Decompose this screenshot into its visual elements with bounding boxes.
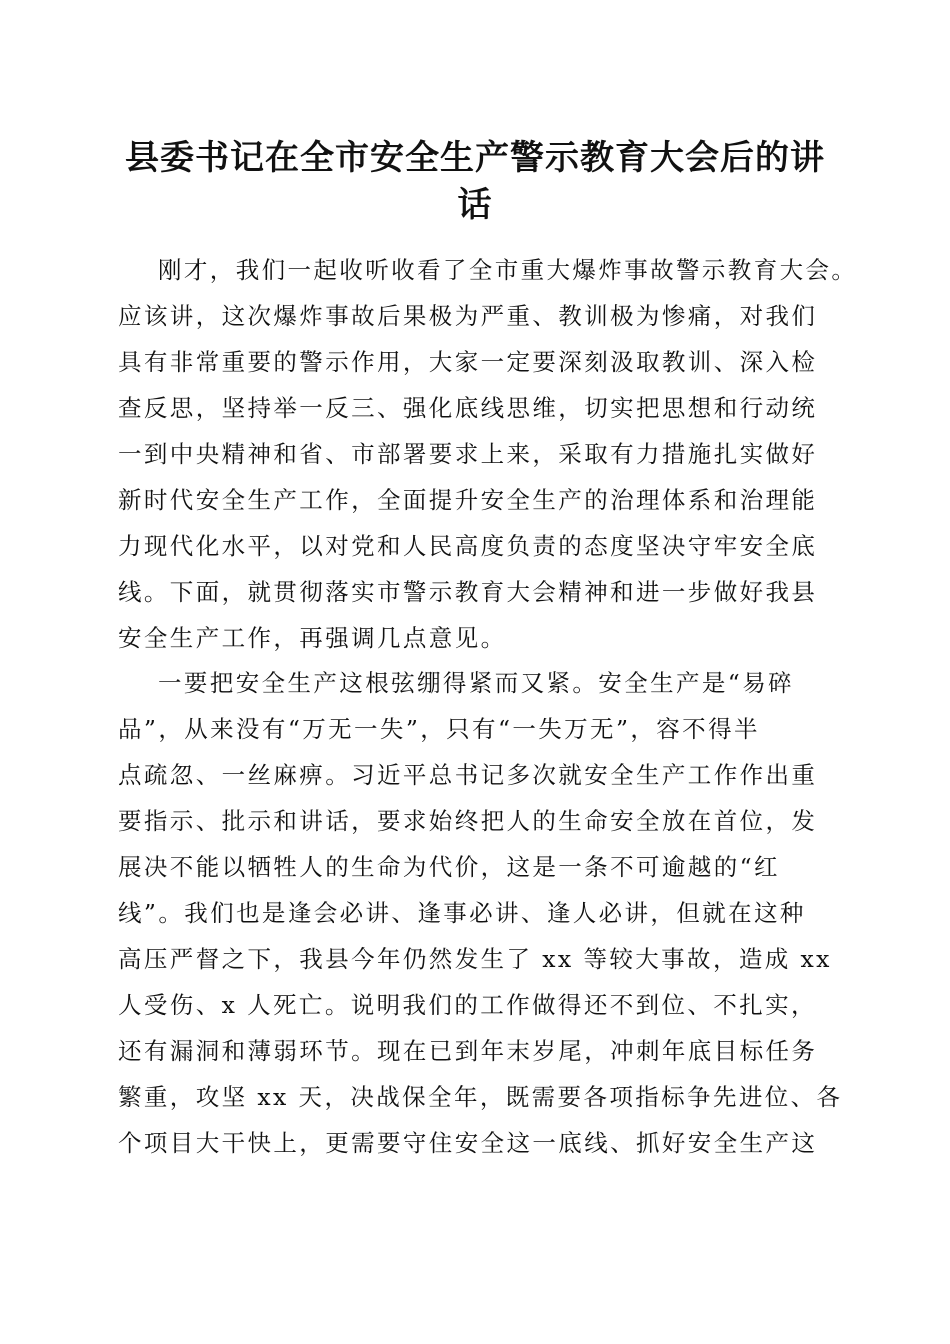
- text-line: 线”。我们也是逢会必讲、逢事必讲、逢人必讲，但就在这种: [118, 899, 806, 928]
- text-line: 要指示、批示和讲话，要求始终把人的生命安全放在首位，发: [118, 807, 818, 836]
- text-line: 展决不能以牺牲人的生命为代价，这是一条不可逾越的“红: [118, 853, 780, 882]
- text-line: 安全生产工作，再强调几点意见。: [118, 623, 507, 652]
- text-line: 线。下面，就贯彻落实市警示教育大会精神和进一步做好我县: [118, 577, 818, 606]
- text-line: 力现代化水平，以对党和人民高度负责的态度坚决守牢安全底: [118, 531, 818, 560]
- paragraph-2: [118, 665, 843, 1170]
- text-line: 繁重，攻坚 xx 天，决战保全年，既需要各项指标争先进位、各: [118, 1082, 843, 1111]
- text-line: 新时代安全生产工作，全面提升安全生产的治理体系和治理能: [118, 485, 818, 514]
- paragraph-1: [118, 252, 858, 665]
- text-line: 刚才，我们一起收听收看了全市重大爆炸事故警示教育大会。: [158, 256, 858, 284]
- text-line: 一到中央精神和省、市部署要求上来，采取有力措施扎实做好: [118, 439, 818, 468]
- text-line: 人受伤、x 人死亡。说明我们的工作做得还不到位、不扎实，: [118, 991, 817, 1019]
- text-line: 点疏忽、一丝麻痹。习近平总书记多次就安全生产工作作出重: [118, 761, 818, 790]
- text-line: 查反思，坚持举一反三、强化底线思维，切实把思想和行动统: [118, 393, 818, 422]
- text-line: 一要把安全生产这根弦绷得紧而又紧。安全生产是“易碎: [158, 669, 795, 698]
- text-line: 应该讲，这次爆炸事故后果极为严重、教训极为惨痛，对我们: [118, 301, 818, 330]
- text-line: 具有非常重要的警示作用，大家一定要深刻汲取教训、深入检: [118, 347, 818, 376]
- text-line: 还有漏洞和薄弱环节。现在已到年末岁尾，冲刺年底目标任务: [118, 1036, 818, 1065]
- text-line: 高压严督之下，我县今年仍然发生了 xx 等较大事故，造成 xx: [118, 945, 832, 974]
- document-body: [118, 252, 858, 1171]
- document-title-line-1: 县委书记在全市安全生产警示教育大会后的讲: [125, 138, 825, 178]
- text-line: 品”，从来没有“万无一失”，只有“一失万无”，容不得半: [118, 715, 760, 744]
- text-line: 个项目大干快上，更需要守住安全这一底线、抓好安全生产这: [118, 1128, 818, 1157]
- document-title-line-2: 话: [457, 185, 493, 225]
